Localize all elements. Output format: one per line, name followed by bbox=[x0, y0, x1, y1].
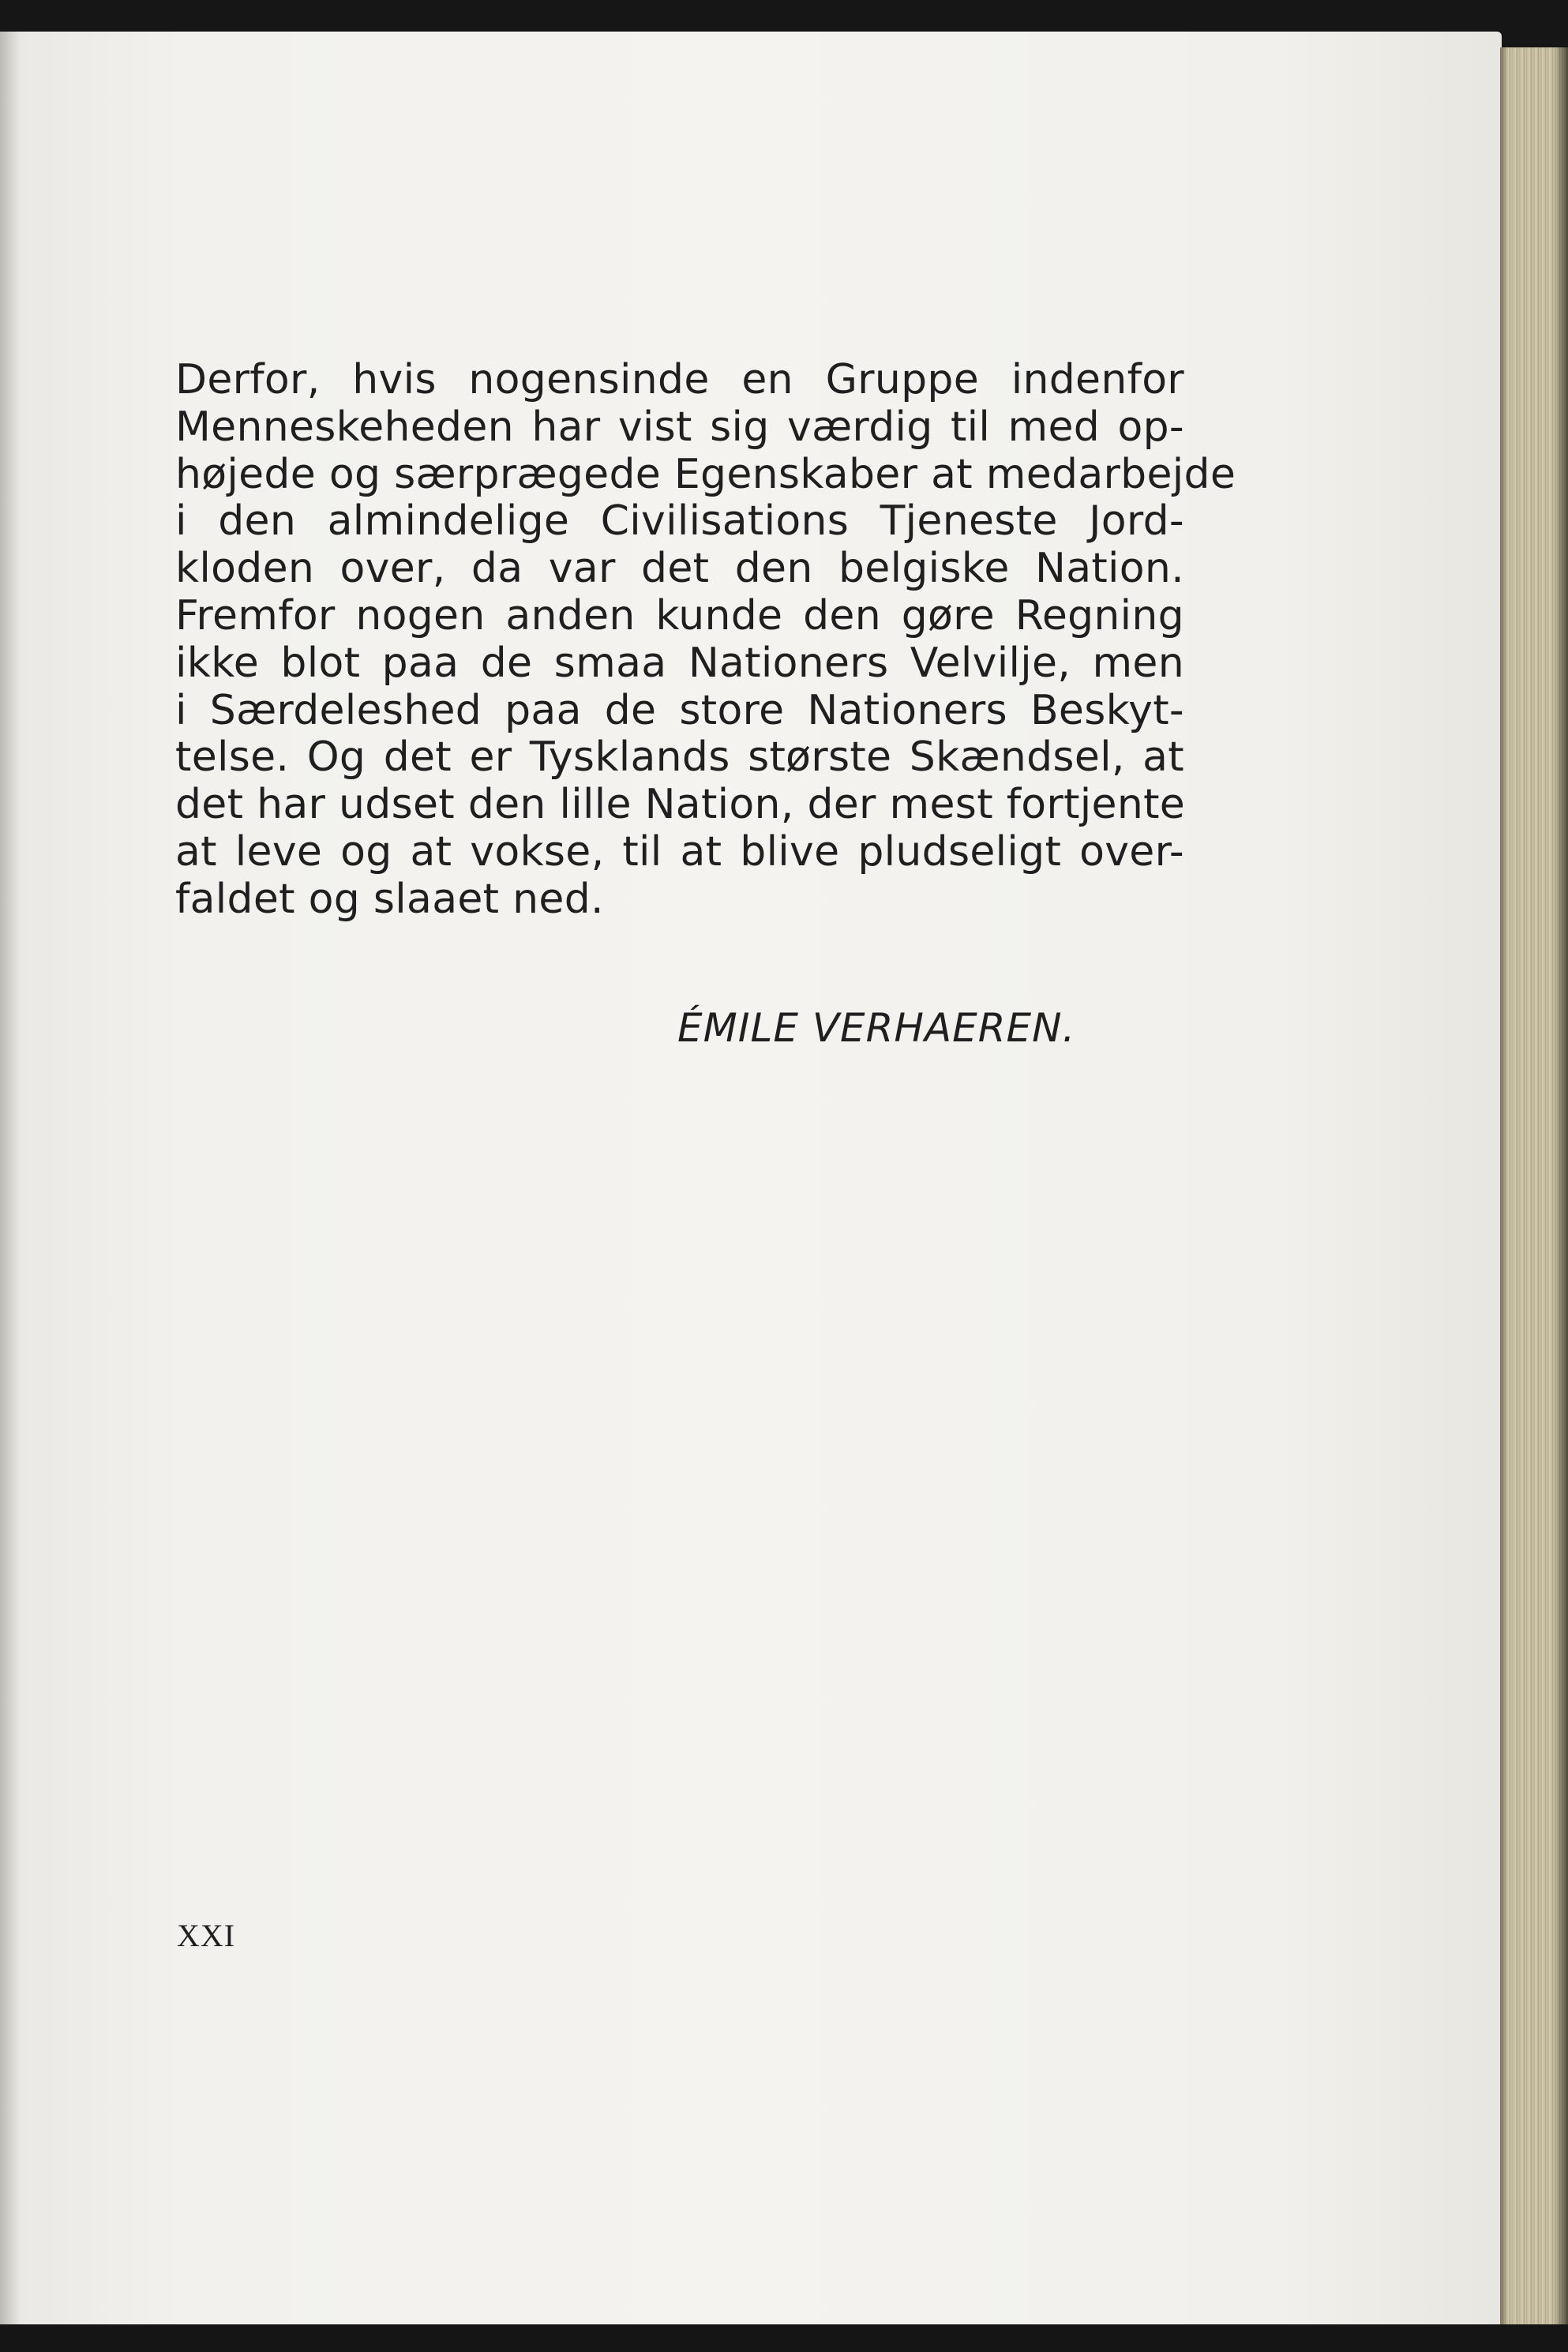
author-signature: ÉMILE VERHAEREN. bbox=[677, 1005, 1076, 1051]
text-line: ikke blot paa de smaa Nationers Velvilje, men bbox=[175, 639, 1184, 687]
text-line: Derfor, hvis nogensinde en Gruppe indenfor bbox=[175, 356, 1184, 403]
text-line: i den almindelige Civilisations Tjeneste Jord- bbox=[175, 497, 1184, 546]
text-line: telse. Og det er Tysklands største Skændsel, at bbox=[175, 733, 1184, 782]
text-line: faldet og slaaet ned. bbox=[175, 875, 604, 923]
page-number: XXI bbox=[177, 1918, 236, 1953]
page-edges bbox=[1500, 47, 1568, 2324]
text-line: højede og særprægede Egenskaber at medarbejde bbox=[175, 450, 1236, 498]
scan-border-bottom bbox=[0, 2324, 1568, 2352]
body-paragraph bbox=[175, 356, 1236, 924]
gutter-shadow bbox=[0, 32, 21, 2324]
text-line: det har udset den lille Nation, der mest fortjente bbox=[175, 781, 1186, 829]
text-line: kloden over, da var det den belgiske Nation. bbox=[175, 545, 1184, 593]
text-line: at leve og at vokse, til at blive pludseligt over- bbox=[175, 827, 1184, 876]
text-line: i Særdeleshed paa de store Nationers Beskyt- bbox=[175, 686, 1184, 734]
text-line: Fremfor nogen anden kunde den gøre Regning bbox=[175, 591, 1184, 640]
text-line: Menneskeheden har vist sig værdig til med op- bbox=[175, 403, 1184, 451]
